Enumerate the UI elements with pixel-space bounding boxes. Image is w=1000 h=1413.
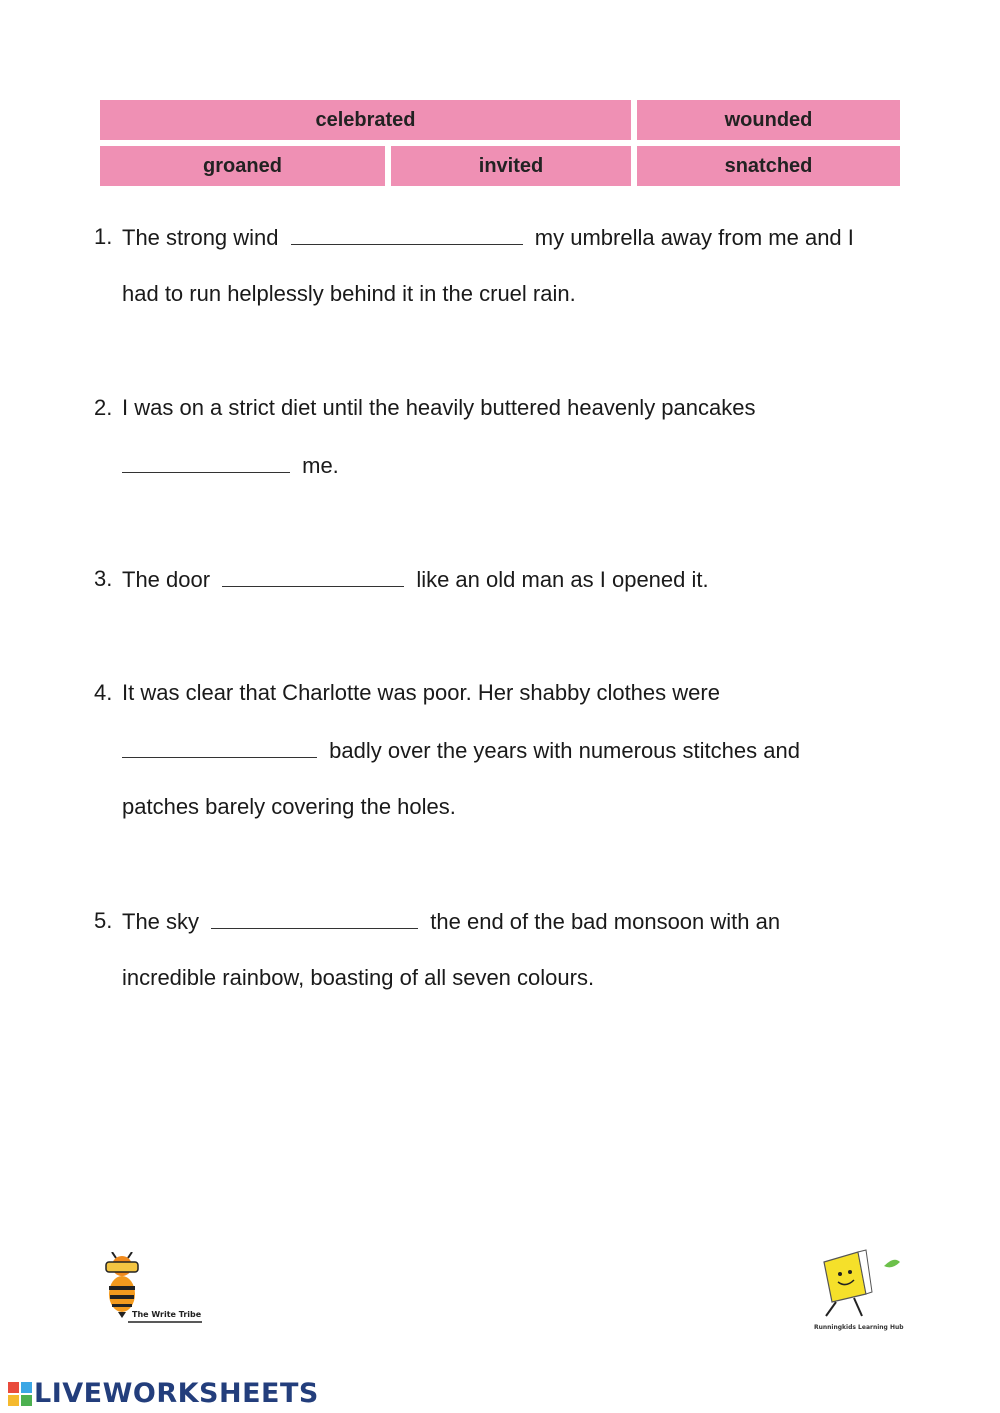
liveworksheets-brand bbox=[8, 1378, 319, 1409]
word-bank-cell bbox=[637, 146, 900, 186]
question-text: the end of the bad monsoon with an bbox=[430, 909, 781, 934]
question-text: patches barely covering the holes. bbox=[122, 794, 456, 819]
word-bank-cell bbox=[391, 146, 631, 186]
word-invited: invited bbox=[478, 154, 544, 177]
word-bank-cell bbox=[100, 146, 385, 186]
learning-hub-label: Runningkids Learning Hub bbox=[814, 1324, 904, 1331]
answer-blank-5[interactable] bbox=[211, 908, 418, 929]
question-number: 4. bbox=[94, 680, 113, 705]
word-wounded: wounded bbox=[724, 108, 813, 131]
question-text: The strong wind bbox=[122, 225, 279, 250]
running-book-icon bbox=[810, 1244, 902, 1328]
word-groaned: groaned bbox=[203, 154, 282, 177]
question-text: had to run helplessly behind it in the cruel rain. bbox=[122, 281, 576, 306]
word-bank-cell bbox=[100, 100, 631, 140]
question-text: It was clear that Charlotte was poor. Her shabby clothes were bbox=[122, 680, 720, 705]
question-text: The sky bbox=[122, 909, 200, 934]
answer-blank-4[interactable] bbox=[122, 737, 317, 758]
question-number: 3. bbox=[94, 566, 113, 591]
question-number: 2. bbox=[94, 395, 113, 420]
question-text: The door bbox=[122, 567, 211, 592]
question-text: badly over the years with numerous stitches and bbox=[329, 738, 800, 763]
word-snatched: snatched bbox=[724, 154, 813, 177]
question-text: incredible rainbow, boasting of all seven colours. bbox=[122, 965, 595, 990]
write-tribe-label: The Write Tribe bbox=[132, 1310, 202, 1319]
brand-name: LIVEWORKSHEETS bbox=[34, 1378, 319, 1409]
question-text: my umbrella away from me and I bbox=[534, 225, 854, 250]
question-number: 5. bbox=[94, 908, 113, 933]
answer-blank-2[interactable] bbox=[122, 452, 290, 473]
question-number: 1. bbox=[94, 224, 113, 249]
answer-blank-1[interactable] bbox=[291, 224, 523, 245]
word-bank-cell bbox=[637, 100, 900, 140]
liveworksheets-icon bbox=[8, 1382, 32, 1406]
word-celebrated: celebrated bbox=[315, 108, 416, 131]
write-tribe-logo bbox=[98, 1252, 208, 1332]
answer-blank-3[interactable] bbox=[222, 566, 404, 587]
learning-hub-logo bbox=[810, 1244, 902, 1333]
question-text: like an old man as I opened it. bbox=[416, 567, 709, 592]
question-text: me. bbox=[302, 453, 339, 478]
question-text: I was on a strict diet until the heavily buttered heavenly pancakes bbox=[122, 395, 756, 420]
